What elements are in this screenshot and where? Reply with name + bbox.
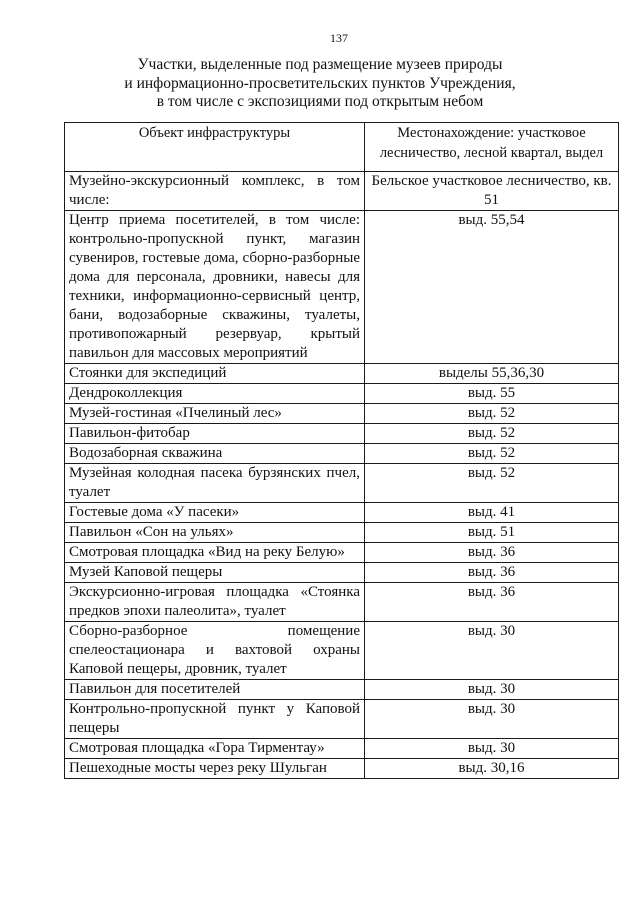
- object-cell: Павильон для посетителей: [65, 680, 365, 700]
- table-body: [65, 172, 619, 779]
- location-cell: выделы 55,36,30: [365, 364, 619, 384]
- object-cell: Смотровая площадка «Гора Тирментау»: [65, 739, 365, 759]
- title-line-3: в том числе с экспозициями под открытым небом: [156, 93, 484, 110]
- page-title: [95, 56, 545, 112]
- location-cell: Бельское участковое лесничество, кв. 51: [365, 172, 619, 211]
- object-cell: Павильон «Сон на ульях»: [65, 523, 365, 543]
- table-row: [65, 172, 619, 211]
- table-row: [65, 523, 619, 543]
- object-cell: Пешеходные мосты через реку Шульган: [65, 759, 365, 779]
- object-cell: Водозаборная скважина: [65, 444, 365, 464]
- table-row: [65, 543, 619, 563]
- table-row: [65, 464, 619, 503]
- location-cell: выд. 36: [365, 583, 619, 622]
- object-cell: Музейная колодная пасека бурзянских пчел, туалет: [65, 464, 365, 503]
- table-row: [65, 563, 619, 583]
- title-line-1: Участки, выделенные под размещение музеев природы: [137, 56, 503, 73]
- table-row: [65, 404, 619, 424]
- table-row: [65, 384, 619, 404]
- table-row: [65, 444, 619, 464]
- table-row: [65, 739, 619, 759]
- table-row: [65, 583, 619, 622]
- infrastructure-table: [64, 122, 619, 779]
- location-cell: выд. 36: [365, 563, 619, 583]
- table-row: [65, 364, 619, 384]
- object-cell: Сборно-разборное помещение спелеостационара и вахтовой охраны Каповой пещеры, дровник, туалет: [65, 622, 365, 680]
- object-cell: Дендроколлекция: [65, 384, 365, 404]
- page-number: 137: [330, 31, 348, 45]
- location-cell: выд. 55,54: [365, 211, 619, 364]
- title-line-2: и информационно-просветительских пунктов Учреждения,: [124, 74, 516, 92]
- location-cell: выд. 52: [365, 464, 619, 503]
- location-cell: выд. 30: [365, 739, 619, 759]
- location-cell: выд. 30: [365, 700, 619, 739]
- location-cell: выд. 52: [365, 424, 619, 444]
- header-object: Объект инфраструктуры: [65, 123, 365, 172]
- location-cell: выд. 41: [365, 503, 619, 523]
- location-cell: выд. 36: [365, 543, 619, 563]
- location-cell: выд. 52: [365, 404, 619, 424]
- object-cell: Гостевые дома «У пасеки»: [65, 503, 365, 523]
- object-cell: Контрольно-пропускной пункт у Каповой пещеры: [65, 700, 365, 739]
- table-row: [65, 424, 619, 444]
- object-cell: Стоянки для экспедиций: [65, 364, 365, 384]
- table-row: [65, 211, 619, 364]
- object-cell: Павильон-фитобар: [65, 424, 365, 444]
- object-cell: Экскурсионно-игровая площадка «Стоянка предков эпохи палеолита», туалет: [65, 583, 365, 622]
- location-cell: выд. 30: [365, 680, 619, 700]
- object-cell: Музей Каповой пещеры: [65, 563, 365, 583]
- location-cell: выд. 51: [365, 523, 619, 543]
- table-row: [65, 759, 619, 779]
- table-row: [65, 503, 619, 523]
- header-location: Местонахождение: участковое лесничество, лесной квартал, выдел: [365, 123, 619, 172]
- table-row: [65, 700, 619, 739]
- location-cell: выд. 30: [365, 622, 619, 680]
- location-cell: выд. 30,16: [365, 759, 619, 779]
- object-cell: Центр приема посетителей, в том числе: контрольно-пропускной пункт, магазин сувениров, гостевые дома, сборно-разборные дома для персонала, дровники, навесы для техники, информационно-сервисный центр, бани, водозаборные скважины, туалеты, противопожарный резервуар, крытый павильон для массовых мероприятий: [65, 211, 365, 364]
- object-cell: Смотровая площадка «Вид на реку Белую»: [65, 543, 365, 563]
- table-row: [65, 622, 619, 680]
- object-cell: Музейно-экскурсионный комплекс, в том числе:: [65, 172, 365, 211]
- table-row: [65, 680, 619, 700]
- location-cell: выд. 55: [365, 384, 619, 404]
- object-cell: Музей-гостиная «Пчелиный лес»: [65, 404, 365, 424]
- location-cell: выд. 52: [365, 444, 619, 464]
- table-header-row: [65, 123, 619, 172]
